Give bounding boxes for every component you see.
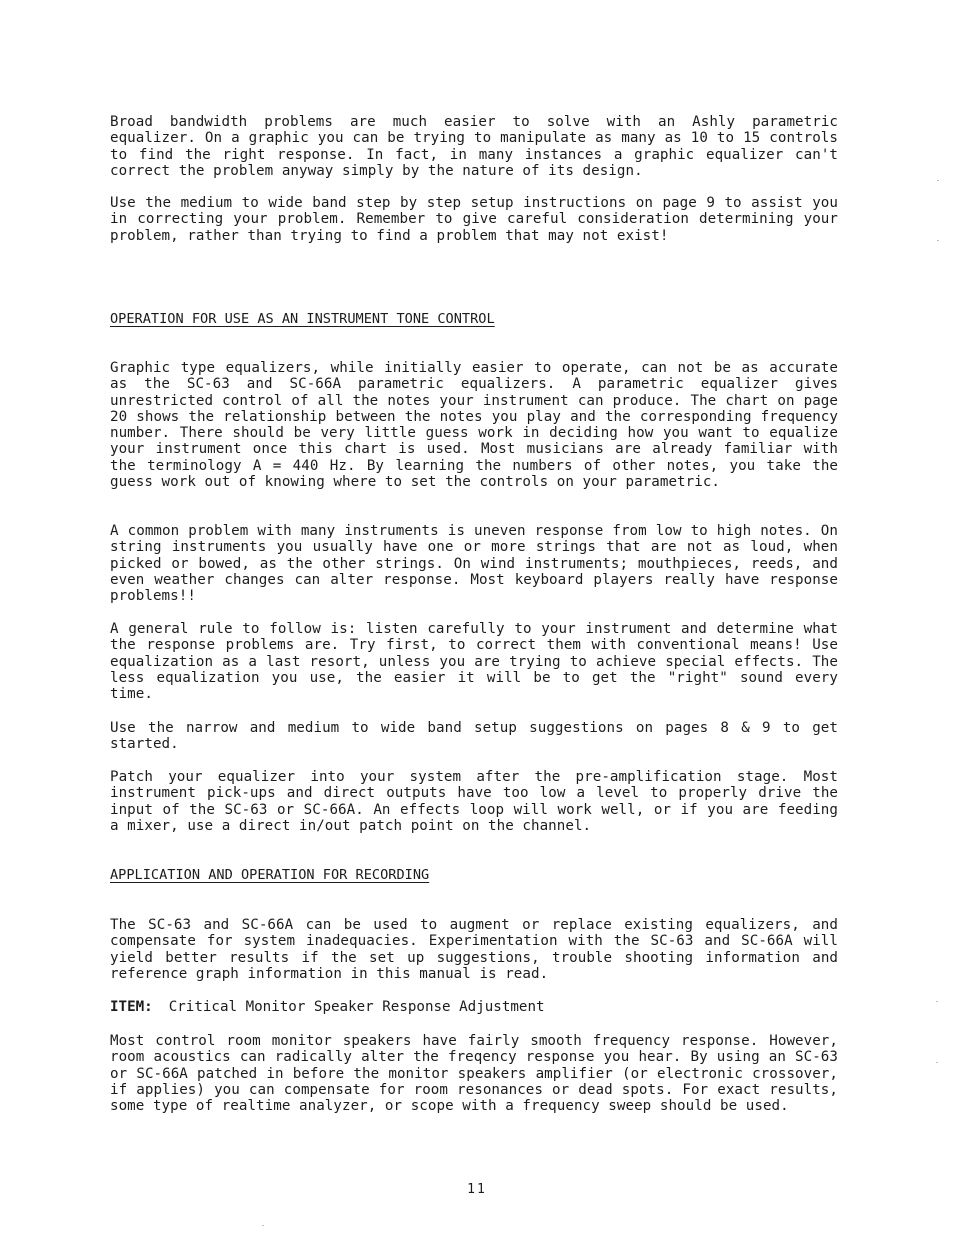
paragraph-broad-bandwidth: Broad bandwidth problems are much easier to solve with an Ashly parametric equalizer. On a graphic you can be trying to manipulate as many as 10 to 15 controls to find the right response. In fact, in many instances a graphic equalizer can't correct the problem anyway simply by the nature of its design. [110,114,838,179]
scan-speck [262,1225,264,1226]
item-text: Critical Monitor Speaker Response Adjustment [168,999,545,1015]
item-line [110,999,545,1015]
paragraph-recording-intro: The SC-63 and SC-66A can be used to augment or replace existing equalizers, and compensate for system inadequacies. Experimentation with the SC-63 and SC-66A will yield better results if the set up suggestions, trouble shooting information and reference graph information in this manual is read. [110,917,838,982]
paragraph-patch-equalizer: Patch your equalizer into your system after the pre-amplification stage. Most instrument pick-ups and direct outputs have too low a level to properly drive the input of the SC-63 or SC-66A. An effects loop will work well, or if you are feeding a mixer, use a direct in/out patch point on the channel. [110,769,838,834]
item-label: ITEM: [110,999,153,1015]
paragraph-monitor-speakers: Most control room monitor speakers have fairly smooth frequency response. However, room acoustics can radically alter the freqency response you hear. By using an SC-63 or SC-66A patched in before the monitor speakers amplifier (or electronic crossover, if applies) you can compensate for room resonances or dead spots. For exact results, some type of realtime analyzer, or scope with a frequency sweep should be used. [110,1033,838,1115]
scan-speck [937,240,939,241]
paragraph-setup-instructions: Use the medium to wide band step by step setup instructions on page 9 to assist you in correcting your problem. Remember to give careful consideration determining your problem, rather than trying to find a problem that may not exist! [110,195,838,244]
paragraph-graphic-vs-parametric: Graphic type equalizers, while initially easier to operate, can not be as accurate as the SC-63 and SC-66A parametric equalizers. A parametric equalizer gives unrestricted control of all the notes your instrument can produce. The chart on page 20 shows the relationship between the notes you play and the corresponding frequency number. There should be very little guess work in deciding how you want to equalize your instrument once this chart is used. Most musicians are already familiar with the terminology A = 440 Hz. By learning the numbers of other notes, you take the guess work out of knowing where to set the controls on your parametric. [110,360,838,491]
paragraph-band-setup-suggestions: Use the narrow and medium to wide band setup suggestions on pages 8 & 9 to get started. [110,720,838,753]
paragraph-common-problem: A common problem with many instruments is uneven response from low to high notes. On string instruments you usually have one or more strings that are not as loud, when picked or bowed, as the other strings. On wind instruments; mouthpieces, reeds, and even weather changes can alter response. Most keyboard players really have response problems!! [110,523,838,605]
scan-speck [937,180,939,181]
scan-speck [936,1062,938,1063]
heading-instrument-tone-control: OPERATION FOR USE AS AN INSTRUMENT TONE CONTROL [110,311,495,327]
page-number: 11 [467,1182,487,1197]
heading-recording: APPLICATION AND OPERATION FOR RECORDING [110,867,430,883]
paragraph-general-rule: A general rule to follow is: listen carefully to your instrument and determine what the response problems are. Try first, to correct them with conventional means! Use equalization as a last resort, unless you are trying to achieve special effects. The less equalization you use, the easier it will be to get the "right" sound every time. [110,621,838,703]
scan-speck [936,1001,938,1002]
